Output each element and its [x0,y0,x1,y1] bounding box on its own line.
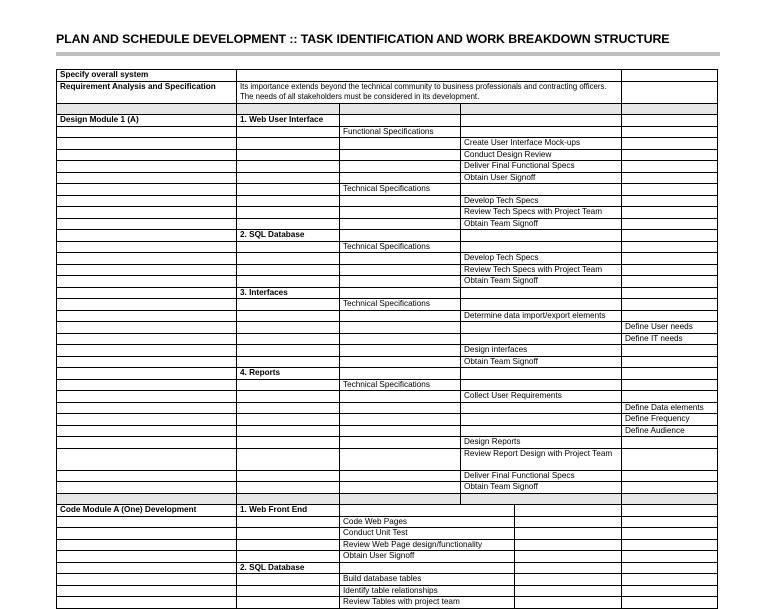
table-row [57,184,718,196]
table-row [57,230,718,242]
table-row [57,586,718,598]
table-row [57,482,718,494]
table-row [57,449,718,471]
web-ui-heading: 1. Web User Interface [237,115,340,126]
technical-specs: Technical Specifications [340,299,461,310]
task-identify-relationships: Identify table relationships [340,586,515,597]
table-row [57,368,718,380]
task-review-web-page: Review Web Page design/functionality [340,540,515,551]
page-title: PLAN AND SCHEDULE DEVELOPMENT :: TASK IDENTIFICATION AND WORK BREAKDOWN STRUCTURE [56,32,670,46]
table-row [57,357,718,369]
table-row [57,403,718,415]
table-row [57,426,718,438]
table-row [57,104,718,116]
table-row [57,528,718,540]
table-row [57,70,718,82]
technical-specs: Technical Specifications [340,184,461,195]
intro-description: Its importance extends beyond the technical community to business professionals and contracting officers. The needs of all stakeholders must be considered in its development. [237,82,622,103]
code-sql-db-heading: 2. SQL Database [237,563,340,574]
table-row [57,334,718,346]
table-row [57,380,718,392]
task-obtain-user-signoff: Obtain User Signoff [340,551,515,562]
task-develop-tech-specs: Develop Tech Specs [461,196,622,207]
task-define-frequency: Define Frequency [622,414,718,425]
task-determine-data: Determine data import/export elements [461,311,622,322]
table-row [57,173,718,185]
table-row [57,276,718,288]
intro-label-1: Specify overall system [57,70,237,81]
task-develop-tech-specs: Develop Tech Specs [461,253,622,264]
wbs-table [56,69,718,609]
table-row [57,551,718,563]
task-collect-requirements: Collect User Requirements [461,391,622,402]
table-row [57,161,718,173]
task-review-tables: Review Tables with project team [340,597,515,608]
table-row [57,517,718,529]
task-design-reports: Design Reports [461,437,622,448]
task-obtain-user-signoff: Obtain User Signoff [461,173,622,184]
technical-specs: Technical Specifications [340,242,461,253]
table-row [57,505,718,517]
technical-specs: Technical Specifications [340,380,461,391]
task-obtain-team-signoff: Obtain Team Signoff [461,219,622,230]
table-row [57,471,718,483]
table-row [57,540,718,552]
table-row [57,150,718,162]
table-row [57,207,718,219]
task-review-tech-specs: Review Tech Specs with Project Team [461,265,622,276]
table-row [57,288,718,300]
table-row [57,494,718,506]
task-conduct-review: Conduct Design Review [461,150,622,161]
task-define-user-needs: Define User needs [622,322,718,333]
table-row [57,242,718,254]
table-row [57,196,718,208]
task-build-tables: Build database tables [340,574,515,585]
task-define-audience: Define Audience [622,426,718,437]
task-create-mockups: Create User Interface Mock-ups [461,138,622,149]
table-row [57,138,718,150]
task-conduct-unit-test: Conduct Unit Test [340,528,515,539]
table-row [57,574,718,586]
task-review-tech-specs: Review Tech Specs with Project Team [461,207,622,218]
interfaces-heading: 3. Interfaces [237,288,340,299]
table-row [57,82,718,104]
code-module-name: Code Module A (One) Development [57,505,237,516]
table-row [57,219,718,231]
task-design-interfaces: Design interfaces [461,345,622,356]
table-row [57,311,718,323]
table-row [57,563,718,575]
functional-specs: Functional Specifications [340,127,461,138]
task-obtain-team-signoff: Obtain Team Signoff [461,482,622,493]
web-front-end-heading: 1. Web Front End [237,505,340,516]
table-row [57,391,718,403]
design-module-name: Design Module 1 (A) [57,115,237,126]
table-row [57,253,718,265]
task-define-it-needs: Define IT needs [622,334,718,345]
table-row [57,115,718,127]
table-row [57,127,718,139]
task-obtain-team-signoff: Obtain Team Signoff [461,276,622,287]
task-define-data-elements: Define Data elements [622,403,718,414]
table-row [57,414,718,426]
task-deliver-final: Deliver Final Functional Specs [461,161,622,172]
table-row [57,345,718,357]
task-review-report-design: Review Report Design with Project Team [461,449,622,470]
table-row [57,597,718,609]
title-divider [56,52,720,56]
task-obtain-team-signoff: Obtain Team Signoff [461,357,622,368]
reports-heading: 4. Reports [237,368,340,379]
table-row [57,437,718,449]
table-row [57,322,718,334]
task-code-pages: Code Web Pages [340,517,515,528]
table-row [57,299,718,311]
sql-db-heading: 2. SQL Database [237,230,340,241]
task-deliver-final-2: Deliver Final Functional Specs [461,471,622,482]
intro-label-2: Requirement Analysis and Specification [57,82,237,103]
table-row [57,265,718,277]
